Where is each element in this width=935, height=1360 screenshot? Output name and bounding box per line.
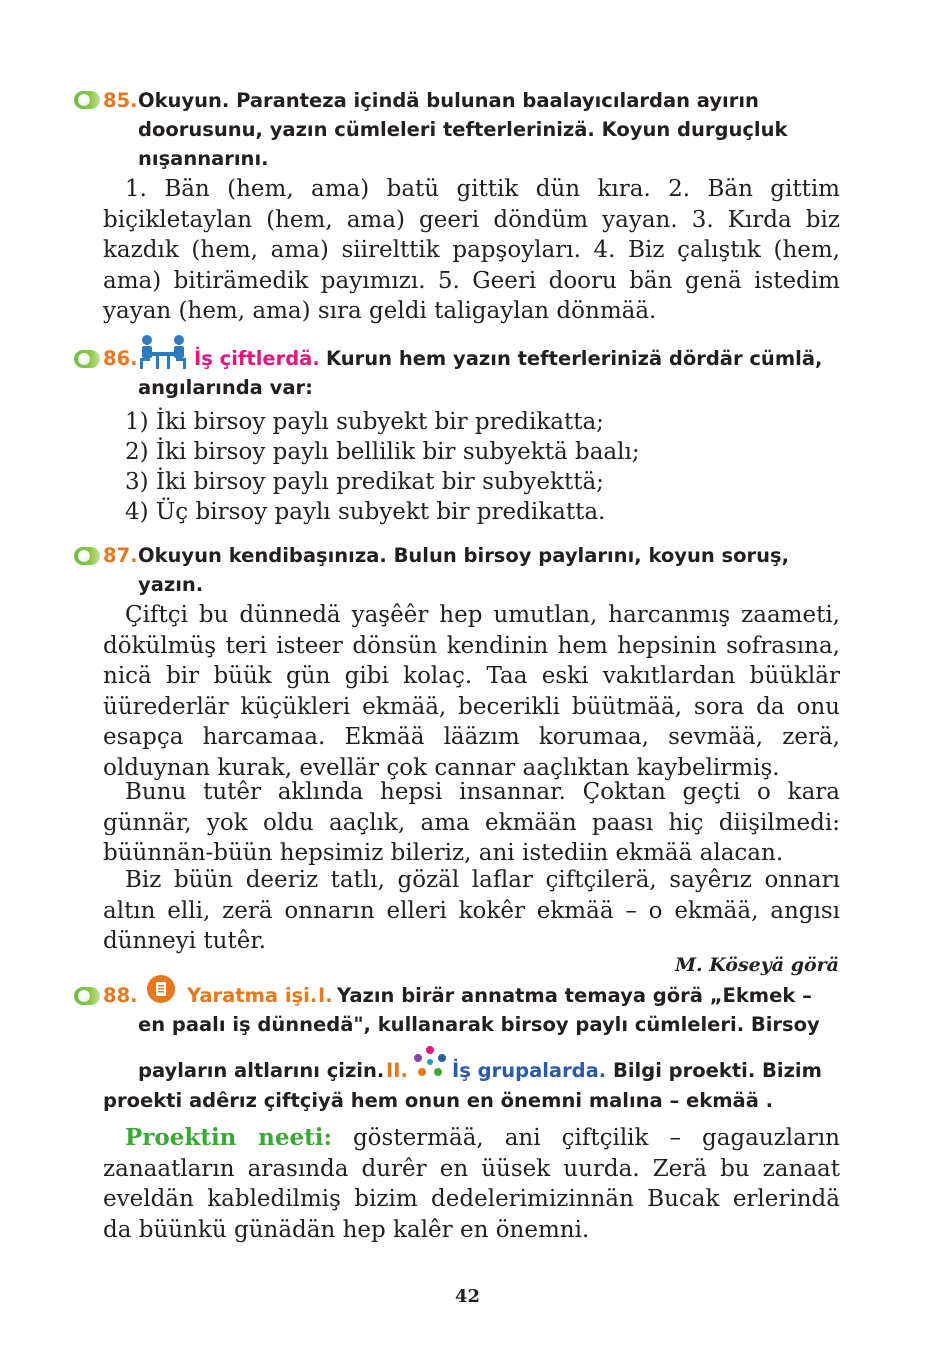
exercise-number: 88. [103,984,138,1007]
heading-line: Kurun hem yazın tefterlerinizä dördär cümlä, [326,347,823,370]
bullet-icon [74,350,100,368]
roman-numeral: I. [318,984,333,1007]
heading-line: en paalı iş dünnedä", kullanarak birsoy paylı cümleleri. Birsoy [138,1013,820,1036]
heading-line: yazın. [138,573,204,596]
exercise-85-text: 1. Bän (hem, ama) batü gittik dün kıra. 2. Bän gittim biçikletaylan (hem, ama) geeri döndüm yayan. 3. Kırda biz kazdık (hem, ama) siirelttik papşoyları. 4. Biz çalıştık (hem, ama) bitirämedik payımızı. 5. Geeri dooru bän genä istedim yayan (hem, ama) sıra geldi taligaylan dönmää. [103,176,840,324]
list-item: 2) İki birsoy paylı bellilik bir subyektä baalı; [125,439,640,465]
list-item: 1) İki birsoy paylı subyekt bir predikatta; [125,409,604,435]
group-work-icon [412,1044,448,1080]
heading-line: proekti adêrız çiftçiyä hem onun en önemni malına – ekmää . [103,1089,774,1112]
heading-line: nışannarını. [138,147,269,170]
group-work-label: İş grupalarda. [452,1059,607,1082]
heading-line: payların altlarını çizin. [138,1059,385,1082]
exercise-87-paragraph: Biz büün deeriz tatlı, gözäl laflar çiftçilerä, sayêrız onnarı altın elli, zerä onnarın elleri kokêr ekmää – o ekmää, angısı dünneyi tutêr. [103,867,840,954]
pair-work-label: İş çiftlerdä. [194,347,320,370]
bullet-icon [74,987,100,1005]
exercise-87-paragraph: Çiftçi bu dünnedä yaşêêr hep umutlan, harcanmış zaameti, dökülmüş teri isteer dönsün kendinin hem hepsinin sofrasına, nicä bir büük gün gibi kolaç. Taa eski vakıtlardan büüklär üürederlär küçükleri ekmää, becerikli büütmää, sora da onu esapça harcamaa. Ekmää lääzım korumaa, sevmää, zerä, olduynan kurak, evellär çok cannar aaçlıktan kaybelirmiş. [103,602,840,781]
project-goal-text: göstermää, ani çiftçilik – gagauzların zanaatların arasında durêr en üüsek uurda. Zerä bu zanaat eveldän kabledilmiş bizim dedelerimizinnän Bucak erlerindä da büünkü günädän hep kalêr en önemni. [103,1125,840,1243]
page-number: 42 [454,1286,481,1307]
heading-line: doorusunu, yazın cümleleri tefterlerinizä. Koyun durguçluk [138,118,788,141]
exercise-number: 87. [103,544,138,567]
exercise-87-paragraph: Bunu tutêr aklında hepsi insannar. Çoktan geçti o kara günnär, yok oldu aaçlık, ama ekmään paası hiç diişilmedi: büünnän-büün hepsimiz bileriz, ani istediin ekmää alacan. [103,779,840,866]
heading-line: Okuyun kendibaşınıza. Bulun birsoy paylarını, koyun soruş, [138,544,790,567]
heading-line: Yazın birär annatma temaya görä „Ekmek – [337,984,812,1007]
bullet-icon [74,547,100,565]
list-item: 3) İki birsoy paylı predikat bir subyekttä; [125,469,604,495]
author-attribution: M. Köseyä görä [674,954,839,976]
creative-work-label: Yaratma işi. [187,984,318,1007]
list-item: 4) Üç birsoy paylı subyekt bir predikatta. [125,499,606,525]
heading-line: Okuyun. Paranteza içindä bulunan baalayıcılardan ayırın [138,89,759,112]
heading-line: Bilgi proekti. Bizim [613,1059,822,1082]
project-goal-label: Proektin neeti: [125,1124,332,1151]
heading-line: angılarında var: [138,376,313,399]
roman-numeral: II. [386,1059,408,1082]
exercise-number: 85. [103,89,138,112]
creative-work-icon [146,974,176,1004]
pair-work-icon [136,334,190,370]
project-description [103,1123,840,1245]
bullet-icon [74,91,100,109]
exercise-number: 86. [103,347,138,370]
